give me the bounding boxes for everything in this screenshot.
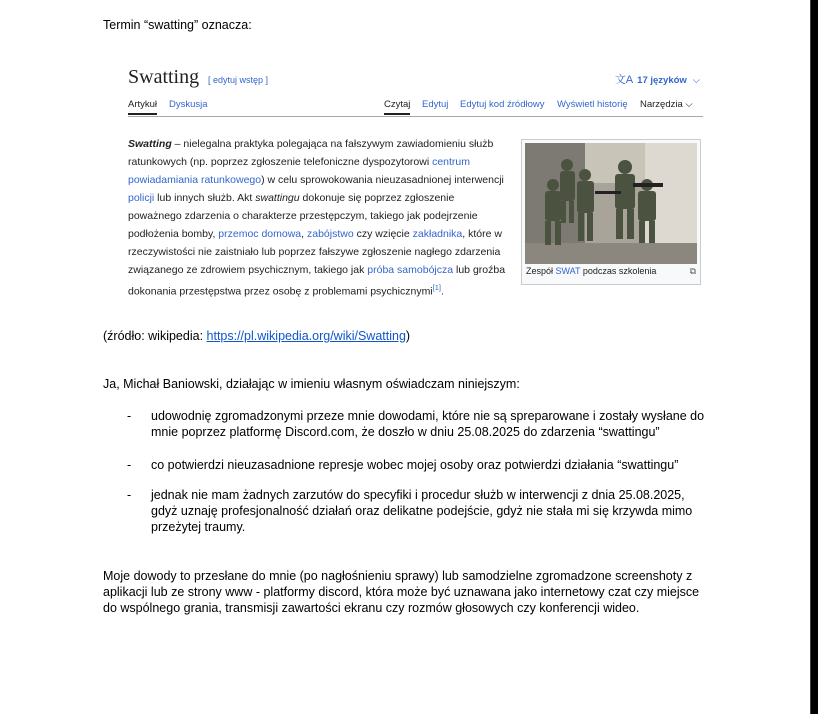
body-text: lub innych służb. Akt xyxy=(154,192,256,204)
term: Swatting xyxy=(128,138,172,150)
declaration-text: Ja, Michał Baniowski, działając w imieniu własnym oświadczam niniejszym: xyxy=(103,377,520,391)
chevron-down-icon: ⌵ xyxy=(685,99,693,110)
languages-button[interactable] xyxy=(615,71,700,87)
swat-photo[interactable] xyxy=(525,143,697,264)
body-text: ) w celu sprowokowania nieuzasadnionej interwencji xyxy=(261,174,504,186)
body-text-italic: swattingu xyxy=(255,192,300,204)
caption-text: Zespół xyxy=(526,266,556,276)
translate-icon: 文A xyxy=(614,74,634,86)
edit-lead-link[interactable]: [ edytuj wstęp ] xyxy=(208,75,269,85)
body-text: dokonuje się poprzez zgłoszenie poważnego zdarzenia o charakterze przestępczym, takiego jak podejrzenie podłożenia bomby, xyxy=(128,192,478,240)
list-item-text: co potwierdzi nieuzasadnione represje wobec mojej osoby oraz potwierdzi działania “swattingu” xyxy=(151,458,679,472)
body-text: , xyxy=(301,228,307,240)
tab-history[interactable]: Wyświetl historię xyxy=(557,99,628,110)
list-item-text: jednak nie mam żadnych zarzutów do specyfiki i procedur służb w interwencji z dnia 25.08.2025, gdyż uznaję profesjonalność działań oraz delikatne podejście, gdyż nie stała mi się krzywda mimo przeżytej traumy. xyxy=(151,488,693,534)
body-text: , które w rzeczywistości nie zaistniało lub poprzez fałszywe zgłoszenie nagłego zdarzenia związanego ze zdrowiem psychicznym, takiego jak xyxy=(128,228,502,276)
link-policji[interactable]: policji xyxy=(128,192,155,204)
reference-link[interactable]: [1] xyxy=(432,283,441,292)
enlarge-icon[interactable]: ⧉ xyxy=(689,266,696,276)
tools-menu[interactable] xyxy=(640,99,693,110)
source-link[interactable]: https://pl.wikipedia.org/wiki/Swatting xyxy=(206,329,406,343)
source-prefix: (źródło: wikipedia: xyxy=(103,329,207,343)
intro-text: Termin “swatting” oznacza: xyxy=(103,18,252,32)
bullet-dash: - xyxy=(127,409,132,423)
wiki-article-title: Swatting xyxy=(128,66,200,88)
evidence-paragraph: Moje dowody to przesłane do mnie (po nagłośnieniu sprawy) lub samodzielne zgromadzone screenshoty z aplikacji lub ze strony www - platformy discord, która może być uznawana jako internetowy czat czy miejsce do wspólnego grania, transmisji zawartości ekranu czy rozmów głosowych czy konferencji wideo. xyxy=(103,569,700,615)
body-text: – nielegalna praktyka polegająca na fałszywym zawiadomieniu służb ratunkowych (np. poprzez zgłoszenie telefoniczne dyspozytorowi xyxy=(128,138,494,168)
chevron-down-icon: ⌵ xyxy=(692,75,700,86)
tab-article[interactable]: Artykuł xyxy=(128,99,157,115)
tab-edit-source[interactable]: Edytuj kod źródłowy xyxy=(460,99,545,110)
source-suffix: ) xyxy=(405,329,411,343)
bullet-dash: - xyxy=(127,458,132,472)
languages-label: 17 języków xyxy=(637,75,687,86)
wiki-header xyxy=(128,66,703,92)
tab-talk[interactable]: Dyskusja xyxy=(169,99,208,110)
bullet-dash: - xyxy=(127,488,132,502)
tools-label: Narzędzia xyxy=(640,99,683,110)
body-text: czy wzięcie xyxy=(353,228,413,240)
wiki-article-body xyxy=(128,135,506,301)
link-przemoc-domowa[interactable]: przemoc domowa xyxy=(218,228,302,240)
tab-edit[interactable]: Edytuj xyxy=(422,99,449,110)
wiki-tabs xyxy=(128,96,703,117)
tab-read[interactable]: Czytaj xyxy=(384,99,410,115)
source-line xyxy=(103,328,410,344)
link-proba-samobojcza[interactable]: próba samobójcza xyxy=(367,264,454,276)
link-swat[interactable]: SWAT xyxy=(555,266,581,276)
image-caption xyxy=(526,266,656,276)
list-item-text: udowodnię zgromadzonymi przeze mnie dowodami, które nie są spreparowane i zostały wysłane do mnie poprzez platformę Discord.com, że doszło w dniu 25.08.2025 do zdarzenia “swattingu” xyxy=(151,409,705,439)
caption-text: podczas szkolenia xyxy=(580,266,657,276)
body-text: lub groźba dokonania przestępstwa przez osobę z problemami psychicznymi xyxy=(128,264,506,298)
link-zakladnika[interactable]: zakładnika xyxy=(412,228,463,240)
link-zabojstwo[interactable]: zabójstwo xyxy=(307,228,354,240)
image-thumbnail xyxy=(521,139,701,285)
link-centrum[interactable]: centrum powiadamiania ratunkowego xyxy=(128,156,471,186)
body-text: . xyxy=(441,285,444,298)
